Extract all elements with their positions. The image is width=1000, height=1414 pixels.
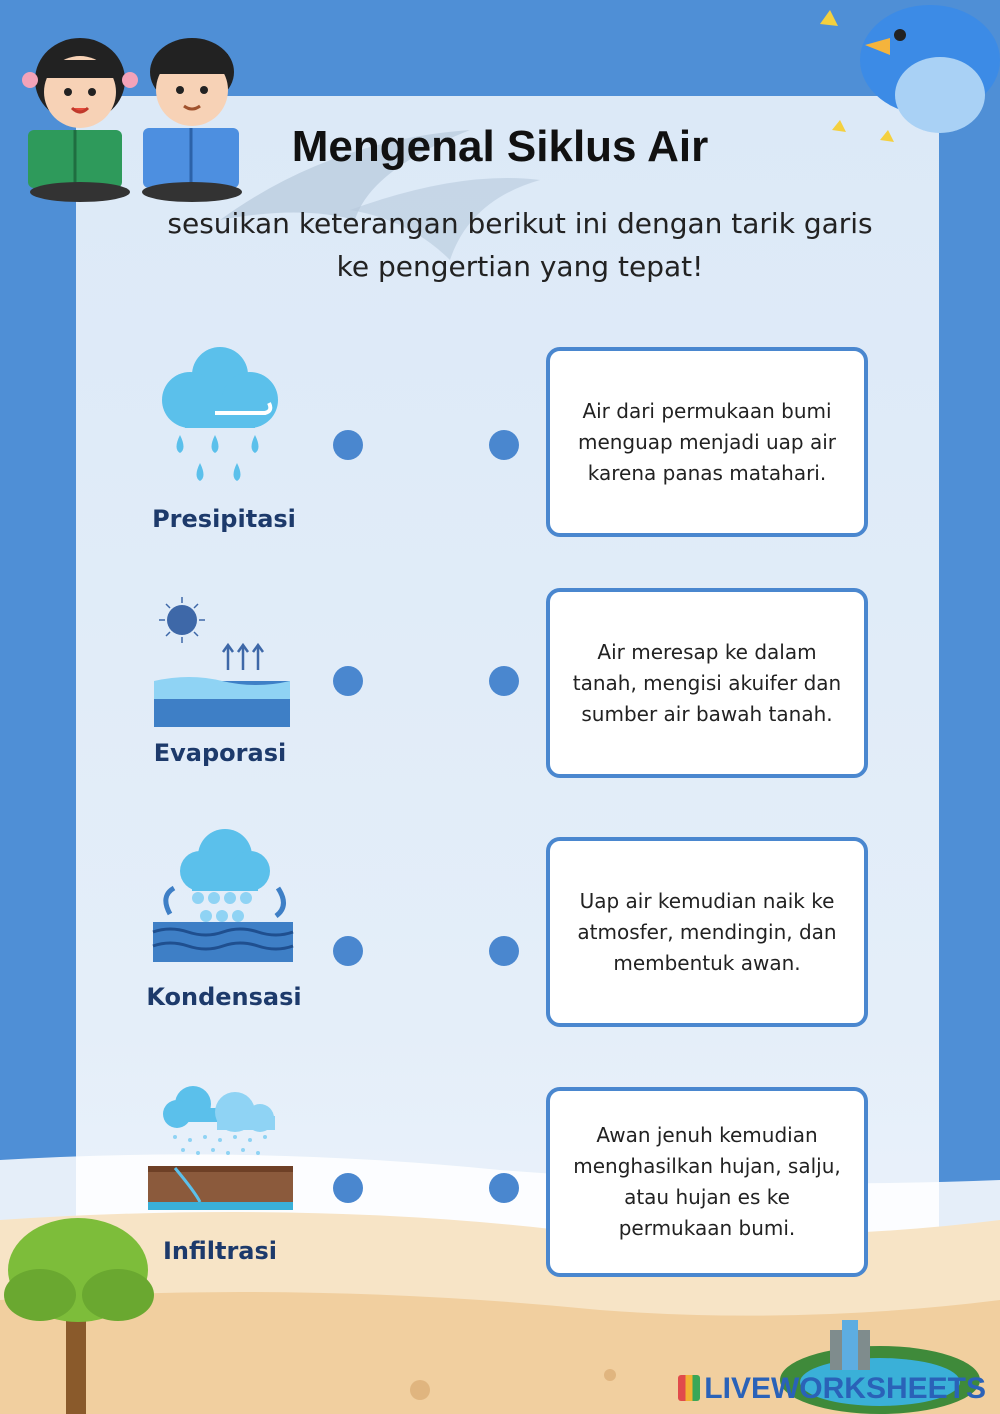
definition-card-4 [546,1087,868,1277]
liveworksheets-logo [678,1372,986,1406]
definition-text-1: Air dari permukaan bumi menguap menjadi uap air karena panas matahari. [577,398,837,485]
right-dot-definition-1[interactable] [489,430,519,460]
liveworksheets-mark-icon [678,1375,700,1401]
right-dot-definition-3[interactable] [489,936,519,966]
term-label-kondensasi: Kondensasi [146,983,302,1011]
definition-text-4: Awan jenuh kemudian menghasilkan hujan, salju, atau hujan es ke permukaan bumi. [573,1123,841,1240]
kids-reading-illustration [10,20,250,205]
page-title: Mengenal Siklus Air [291,122,709,171]
right-dot-definition-2[interactable] [489,666,519,696]
right-dot-definition-4[interactable] [489,1173,519,1203]
definition-card-1 [546,347,868,537]
brand-text: LIVEWORKSHEETS [704,1372,986,1405]
definition-text-2: Air meresap ke dalam tanah, mengisi akuifer dan sumber air bawah tanah. [572,639,842,726]
term-label-infiltrasi: Infiltrasi [162,1237,278,1265]
definition-text-3: Uap air kemudian naik ke atmosfer, mendingin, dan membentuk awan. [577,888,837,975]
left-dot-kondensasi[interactable] [333,936,363,966]
sun-evaporation-icon [150,595,295,730]
infiltration-icon [145,1082,295,1222]
term-label-evaporasi: Evaporasi [153,739,287,767]
left-dot-infiltrasi[interactable] [333,1173,363,1203]
definition-card-3 [546,837,868,1027]
left-dot-evaporasi[interactable] [333,666,363,696]
instruction-text: sesuikan keterangan berikut ini dengan tarik garis ke pengertian yang tepat! [167,207,873,283]
condensation-icon [150,826,295,966]
term-label-presipitasi: Presipitasi [152,505,296,533]
rain-cloud-icon [155,345,285,490]
left-dot-presipitasi[interactable] [333,430,363,460]
definition-card-2 [546,588,868,778]
